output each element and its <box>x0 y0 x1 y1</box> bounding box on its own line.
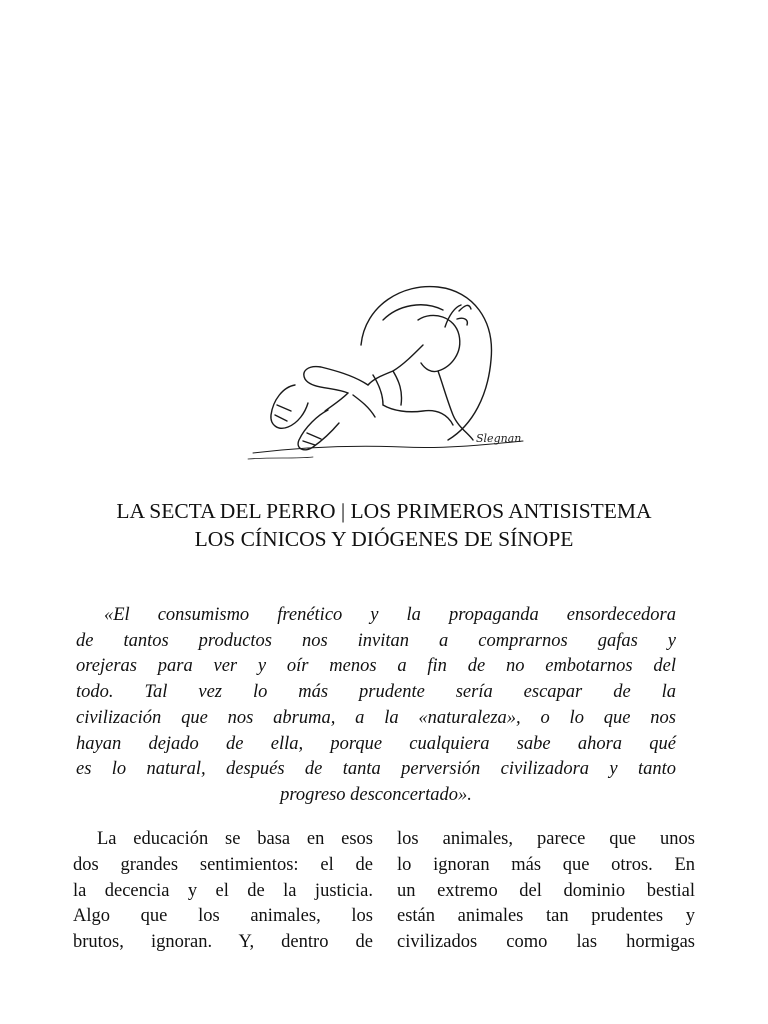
body-column-left <box>73 827 373 956</box>
quote-line: civilización que nos abruma, a la «naturaleza», o lo que nos <box>76 707 676 728</box>
quote-line: «El consumismo frenético y la propaganda ensordecedora <box>104 605 676 625</box>
quote-line: progreso desconcertado». <box>280 784 472 805</box>
barrel-outline <box>361 287 491 440</box>
body-line: dos grandes sentimientos: el de <box>73 854 373 875</box>
body-line: brutos, ignoran. Y, dentro de <box>73 932 373 953</box>
body-line: lo ignoran más que otros. En <box>397 854 695 875</box>
epigraph-quote <box>76 603 676 809</box>
quote-line: orejeras para ver y oír menos a fin de no embotarnos del <box>76 656 676 677</box>
figure-arm <box>368 345 423 385</box>
boot-right <box>298 410 339 450</box>
body-line: los animales, parece que unos <box>397 829 695 849</box>
quote-line: todo. Tal vez lo más prudente sería escapar de la <box>76 682 676 703</box>
quote-line: hayan dejado de ella, porque cualquiera sabe ahora qué <box>76 733 676 754</box>
body-line: un extremo del dominio bestial <box>397 880 695 901</box>
body-line: civilizados como las hormigas <box>397 932 695 953</box>
page-title-line-2: LOS CÍNICOS Y DIÓGENES DE SÍNOPE <box>194 527 574 551</box>
body-line: están animales tan prudentes y <box>397 906 695 927</box>
figure-head <box>418 315 460 371</box>
body-column-right <box>397 827 695 956</box>
body-line: La educación se basa en esos <box>97 829 373 849</box>
body-line: Algo que los animales, los <box>73 906 373 927</box>
page-title-line-1: LA SECTA DEL PERRO | LOS PRIMEROS ANTISISTEMA <box>116 499 652 523</box>
artist-signature: Slegnan <box>476 432 522 445</box>
boot-left <box>271 385 308 428</box>
body-line: la decencia y el de la justicia. <box>73 880 373 901</box>
quote-line: es lo natural, después de tanta perversión civilizadora y tanto <box>76 759 676 780</box>
quote-line: de tantos productos nos invitan a comprarnos gafas y <box>76 630 676 651</box>
